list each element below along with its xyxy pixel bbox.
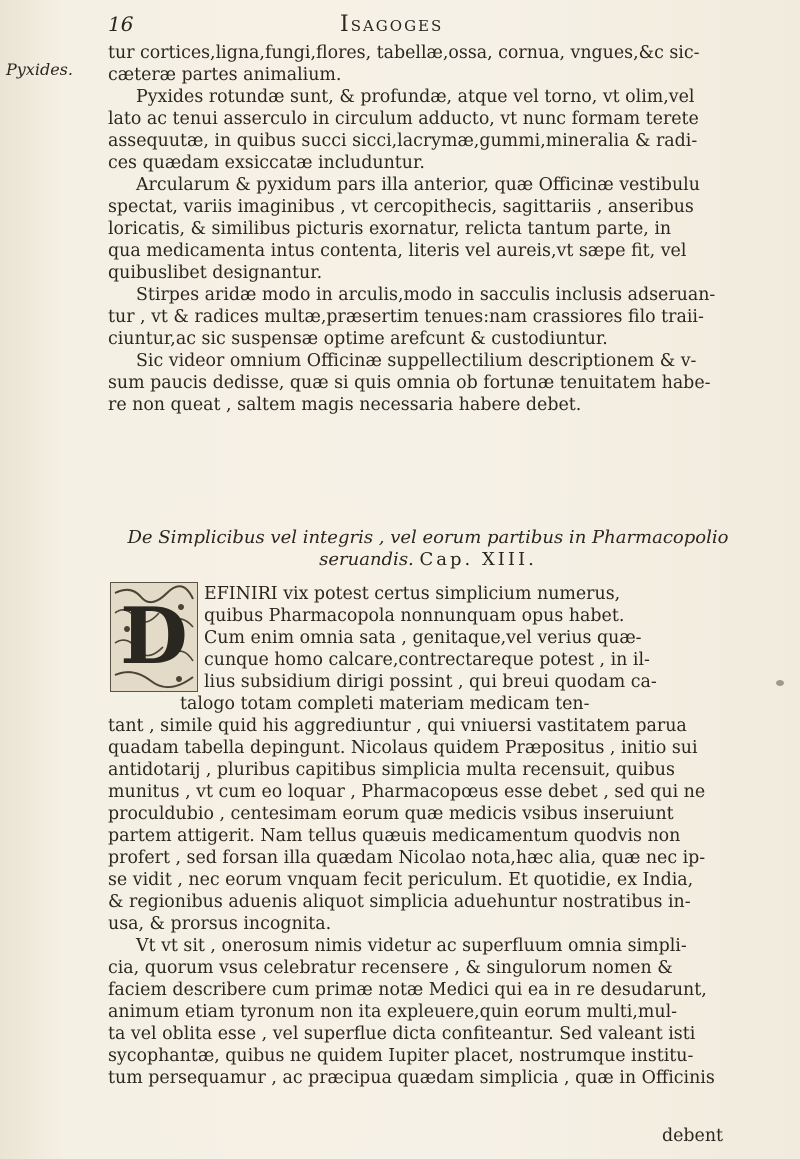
- text-line: & regionibus aduenis aliquot simplicia aduehuntur nostratibus in-: [108, 892, 691, 912]
- body-text-beside-initial: [204, 583, 748, 693]
- text-line: assequutæ, in quibus succi sicci,lacrymæ,gummi,mineralia & radi-: [108, 131, 698, 151]
- running-head: Isagoges: [340, 12, 444, 37]
- text-line: sum paucis dedisse, quæ si quis omnia ob fortunæ tenuitatem habe-: [108, 373, 711, 393]
- text-line: usa, & prorsus incognita.: [108, 914, 332, 934]
- text-line: tur cortices,ligna,fungi,flores, tabellæ,ossa, cornua, vngues,&c sic-: [108, 43, 700, 63]
- text-line: lato ac tenui asserculo in circulum adducto, vt nunc formam terete: [108, 109, 699, 129]
- body-text-top: [108, 42, 748, 416]
- text-line: re non queat , saltem magis necessaria habere debet.: [108, 395, 582, 415]
- text-line: animum etiam tyronum non ita expleuere,quin eorum multi,mul-: [108, 1002, 678, 1022]
- text-line: Vt vt sit , onerosum nimis videtur ac superfluum omnia simpli-: [136, 936, 687, 956]
- text-line: Pyxides rotundæ sunt, & profundæ, atque vel torno, vt olim,vel: [136, 87, 695, 107]
- decorated-initial: [110, 582, 198, 692]
- text-line: proculdubio , centesimam eorum quæ medicis vsibus inseruiunt: [108, 804, 674, 824]
- text-line: tant , simile quid his aggrediuntur , qui vniuersi vastitatem parua: [108, 716, 687, 736]
- text-line: spectat, variis imaginibus , vt cercopithecis, sagittariis , anseribus: [108, 197, 694, 217]
- page-number: 16: [108, 12, 134, 36]
- text-line: ces quædam exsiccatæ includuntur.: [108, 153, 425, 173]
- text-line: quibuslibet designantur.: [108, 263, 323, 283]
- text-line: Arcularum & pyxidum pars illa anterior, quæ Officinæ vestibulu: [136, 175, 700, 195]
- text-line: faciem describere cum primæ notæ Medici qui ea in re desudarunt,: [108, 980, 707, 1000]
- chapter-title-line-2: seruandis.: [319, 549, 414, 570]
- text-line: tur , vt & radices multæ,præsertim tenues:nam crassiores filo traii-: [108, 307, 704, 327]
- text-line: se vidit , nec eorum vnquam fecit periculum. Et quotidie, ex India,: [108, 870, 694, 890]
- ink-smudge: [776, 680, 784, 686]
- text-line: partem attigerit. Nam tellus quæuis medicamentum quodvis non: [108, 826, 681, 846]
- text-line: quadam tabella depingunt. Nicolaus quidem Præpositus , initio sui: [108, 738, 698, 758]
- text-line: cunque homo calcare,contrectareque potest , in il-: [204, 650, 650, 670]
- text-line: Cum enim omnia sata , genitaque,vel verius quæ-: [204, 628, 642, 648]
- text-line: profert , sed forsan illa quædam Nicolao nota,hæc alia, quæ nec ip-: [108, 848, 706, 868]
- chapter-number: Cap. XIII.: [419, 549, 537, 570]
- text-line: loricatis, & similibus picturis exornatur, relicta tantum parte, in: [108, 219, 672, 239]
- text-line: Sic videor omnium Officinæ suppellectilium descriptionem & v-: [136, 351, 697, 371]
- chapter-title-line-1: De Simplicibus vel integris , vel eorum partibus in Pharmacopolio: [127, 527, 729, 548]
- chapter-heading: [108, 527, 748, 571]
- margin-note: Pyxides.: [6, 60, 73, 79]
- catchword: debent: [662, 1126, 724, 1146]
- page-header: [90, 12, 730, 38]
- text-line: cæteræ partes animalium.: [108, 65, 342, 85]
- text-line: tum persequamur , ac præcipua quædam simplicia , quæ in Officinis: [108, 1068, 715, 1088]
- text-line: Stirpes aridæ modo in arculis,modo in sacculis inclusis adseruan-: [136, 285, 716, 305]
- text-line: munitus , vt cum eo loquar , Pharmacopœus esse debet , sed qui ne: [108, 782, 706, 802]
- text-line: ta vel oblita esse , vel superflue dicta confiteantur. Sed valeant isti: [108, 1024, 696, 1044]
- text-line: lius subsidium dirigi possint , qui breui quodam ca-: [204, 672, 657, 692]
- text-line: qua medicamenta intus contenta, literis vel aureis,vt sæpe fit, vel: [108, 241, 687, 261]
- text-line: ciuntur,ac sic suspensæ optime arefcunt & custodiuntur.: [108, 329, 608, 349]
- text-line: EFINIRI vix potest certus simplicium numerus,: [204, 584, 621, 604]
- text-line: quibus Pharmacopola nonnunquam opus habet.: [204, 606, 625, 626]
- initial-letter: D: [120, 591, 188, 682]
- text-line: talogo totam completi materiam medicam ten-: [180, 694, 590, 714]
- body-text-bottom: [108, 693, 748, 1089]
- text-line: sycophantæ, quibus ne quidem Iupiter placet, nostrumque institu-: [108, 1046, 694, 1066]
- text-line: antidotarij , pluribus capitibus simplicia multa recensuit, quibus: [108, 760, 675, 780]
- text-line: cia, quorum vsus celebratur recensere , & singulorum nomen &: [108, 958, 673, 978]
